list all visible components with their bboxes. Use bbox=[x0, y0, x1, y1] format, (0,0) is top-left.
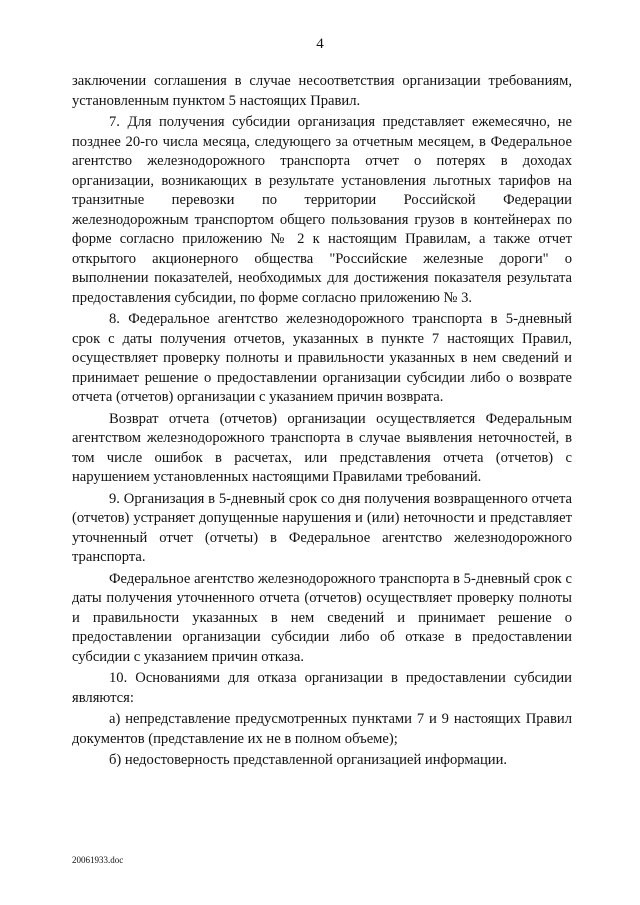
document-body bbox=[72, 72, 572, 773]
paragraph-continuation: заключении соглашения в случае несоответствия организации требованиям, установленным пунктом 5 настоящих Правил. bbox=[72, 73, 572, 109]
paragraph-return-report: Возврат отчета (отчетов) организации осуществляется Федеральным агентством железнодорожного транспорта в случае выявления неточностей, в том числе ошибок в расчетах, или представления отчета (отчетов) с нарушением установленных настоящими Правилами требований. bbox=[72, 410, 572, 485]
paragraph-agency-check: Федеральное агентство железнодорожного транспорта в 5-дневный срок с даты получения уточненного отчета (отчетов) осуществляет проверку полноты и правильности указанных в нем сведений и принимает решение о предоставлении организации субсидии либо об отказе в предоставлении субсидии с указанием причин отказа. bbox=[72, 570, 572, 665]
page-number: 4 bbox=[316, 36, 324, 52]
paragraph-item-10a: а) непредставление предусмотренных пунктами 7 и 9 настоящих Правил документов (представление их не в полном объеме); bbox=[72, 711, 572, 747]
paragraph-item-10: 10. Основаниями для отказа организации в предоставлении субсидии являются: bbox=[72, 670, 572, 706]
file-name-footer: 20061933.doc bbox=[72, 855, 124, 865]
paragraph-item-10b: б) недостоверность представленной организацией информации. bbox=[109, 752, 508, 768]
paragraph-item-7: 7. Для получения субсидии организация представляет ежемесячно, не позднее 20-го числа месяца, следующего за отчетным месяцем, в Федеральное агентство железнодорожного транспорта отчет о потерях в доходах организации, возникающих в результате установления льготных тарифов на транзитные перевозки по территории Российской Федерации железнодорожным транспортом общего пользования грузов в контейнерах по форме согласно приложению № 2 к настоящим Правилам, а также отчет открытого акционерного общества "Российские железные дороги" о выполнении показателей, необходимых для достижения показателя результата предоставления субсидии, по форме согласно приложению № 3. bbox=[72, 114, 572, 306]
paragraph-item-9: 9. Организация в 5-дневный срок со дня получения возвращенного отчета (отчетов) устраняет допущенные нарушения и (или) неточности и представляет уточненный отчет (отчеты) в Федеральное агентство железнодорожного транспорта. bbox=[72, 490, 572, 565]
paragraph-item-8: 8. Федеральное агентство железнодорожного транспорта в 5-дневный срок с даты получения отчетов, указанных в пункте 7 настоящих Правил, осуществляет проверку полноты и правильности указанных в нем сведений и принимает решение о предоставлении организации субсидии либо о возврате отчета (отчетов) организации с указанием причин возврата. bbox=[72, 311, 572, 405]
